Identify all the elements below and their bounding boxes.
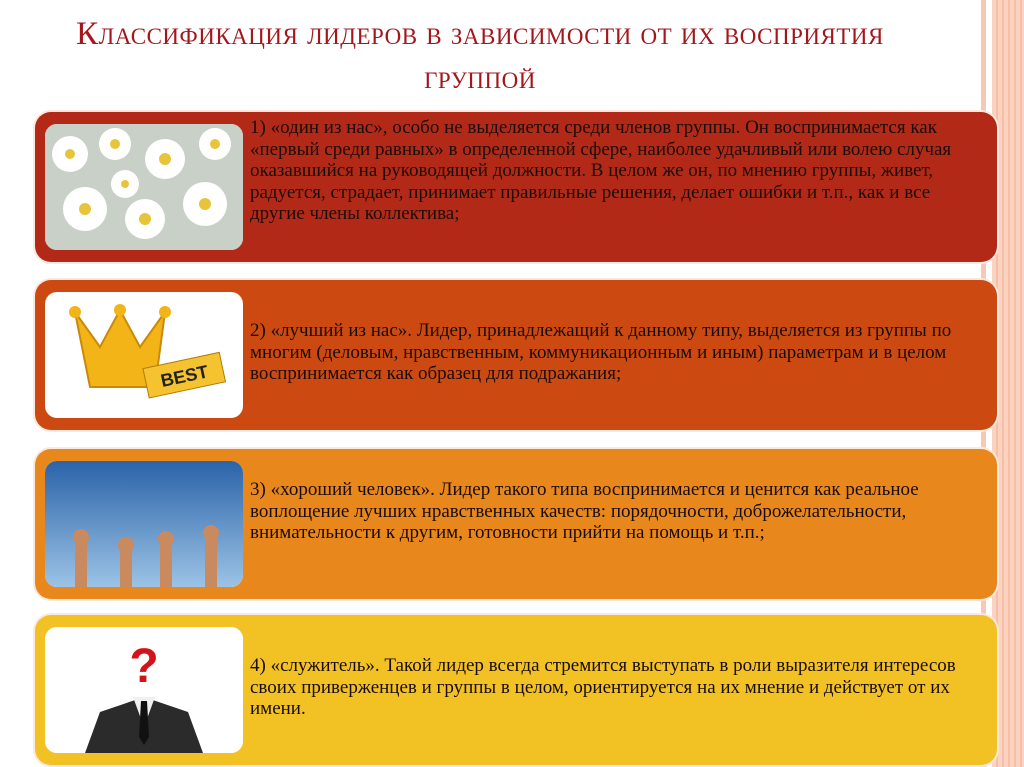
panel-text: 1) «один из нас», особо не выделяется среди членов группы. Он воспринимается как «первый среди равных» в определенной сфере, наиболее удачливый или волею случая оказавшийся на руководящей должности. В целом же он, по мнению группы, живет, радуется, страдает, принимает правильные решения, делает ошибки и т.п., как и все другие члены коллектива; <box>250 117 952 224</box>
daisies-image <box>45 124 243 250</box>
thumbs-up-image <box>45 461 243 587</box>
panel-good-person <box>35 449 997 599</box>
panel-text: 4) «служитель». Такой лидер всегда стремится выступать в роли выразителя интересов своих приверженцев и группы в целом, ориентируется на их мнение и действует от их имени. <box>250 655 956 719</box>
panel-text: 2) «лучший из нас». Лидер, принадлежащий к данному типу, выделяется из группы по многим (деловым, нравственным, коммуникационным и иным) параметрам и в целом воспринимается как образец для подражания; <box>250 320 952 384</box>
question-mark-icon: ? <box>129 640 159 693</box>
slide-title: Классификация лидеров в зависимости от их восприятия группой <box>76 16 884 96</box>
panel-best-of-us <box>35 280 997 430</box>
panel-text: 3) «хороший человек». Лидер такого типа воспринимается и ценится как реальное воплощение лучших нравственных качеств: порядочности, доброжелательности, внимательности к другим, готовности прийти на помощь и т.п.; <box>250 479 919 543</box>
faceless-suit-image <box>45 627 243 753</box>
crown-image <box>45 292 243 418</box>
panel-servant <box>35 615 997 765</box>
panel-one-of-us <box>35 112 997 262</box>
best-badge-text: BEST <box>158 361 210 391</box>
